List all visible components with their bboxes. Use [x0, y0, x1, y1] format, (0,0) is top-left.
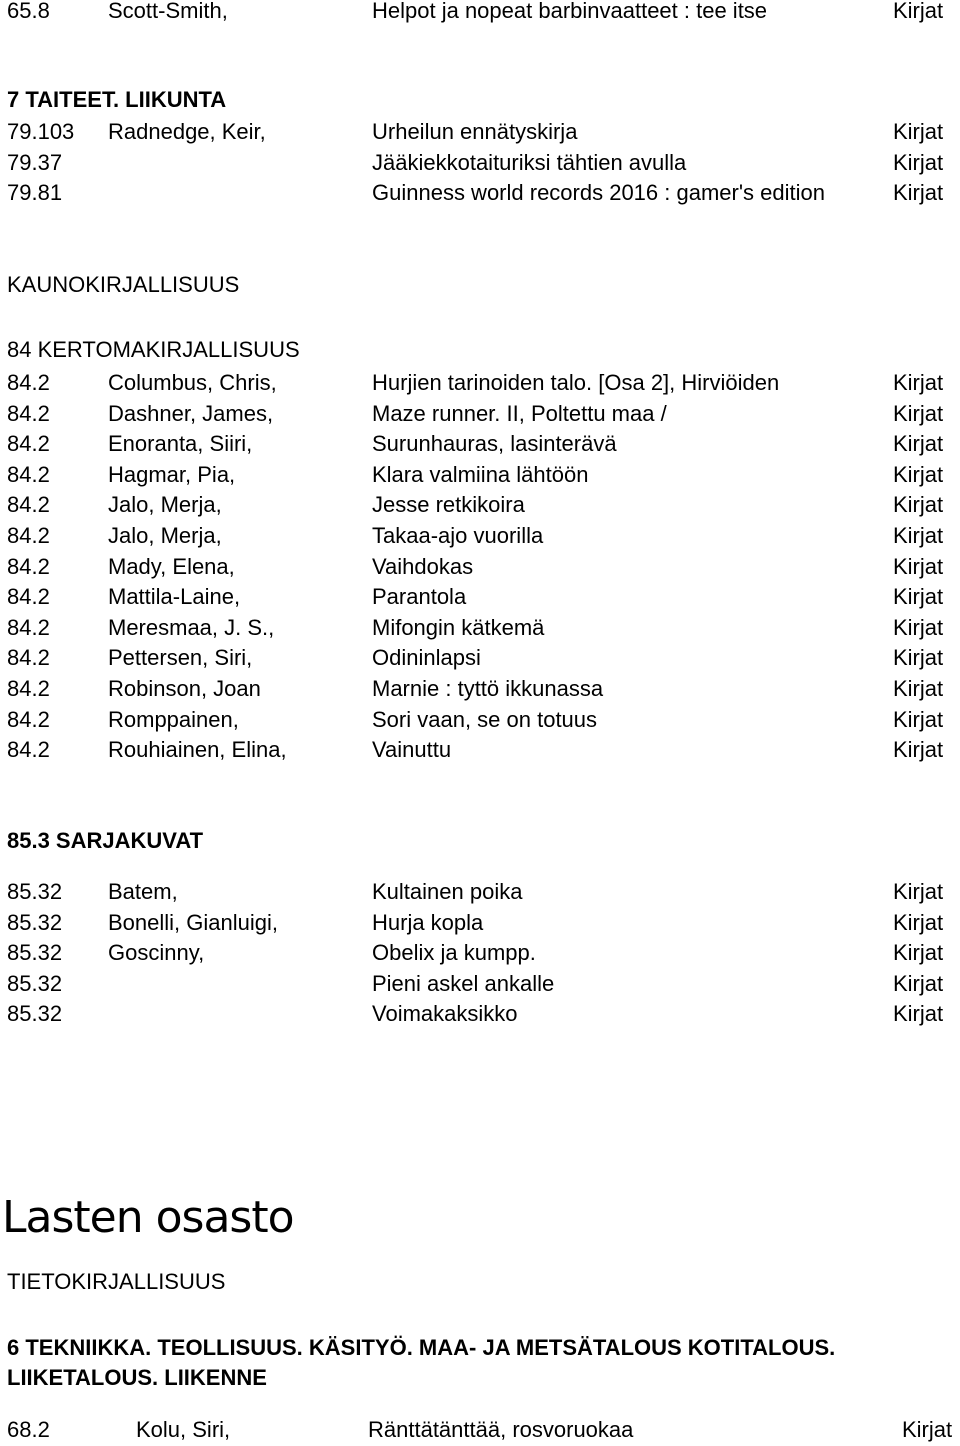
author: Scott-Smith, [108, 0, 228, 23]
title: Maze runner. II, Poltettu maa / [372, 400, 667, 426]
material-type: Kirjat [893, 676, 944, 701]
class-number: 84.2 [7, 461, 50, 487]
title: Surunhauras, lasinterävä [372, 431, 617, 457]
material-type: Kirjat [893, 553, 944, 579]
category-heading-kauno: KAUNOKIRJALLISUUS [7, 272, 240, 297]
title: Pieni askel ankalle [372, 970, 555, 996]
list-item [0, 582, 960, 612]
author: Jalo, Merja, [108, 523, 222, 548]
material-type: Kirjat [893, 431, 944, 457]
list-item [0, 117, 960, 147]
material-type: Kirjat [893, 461, 944, 487]
material-type: Kirjat [893, 492, 944, 518]
class-number: 79.103 [7, 119, 75, 144]
title: Voimakaksikko [372, 1001, 518, 1026]
material-type: Kirjat [893, 737, 944, 763]
title: Hurja kopla [372, 909, 484, 935]
author: Hagmar, Pia, [108, 461, 236, 487]
material-type: Kirjat [893, 180, 944, 205]
list-item [0, 643, 960, 673]
title: Urheilun ennätyskirja [372, 119, 578, 144]
title: Hurjien tarinoiden talo. [Osa 2], Hirviöiden [372, 370, 780, 395]
material-type: Kirjat [893, 0, 944, 23]
author: Mattila-Laine, [108, 584, 241, 610]
title: Vainuttu [372, 737, 452, 763]
title: Obelix ja kumpp. [372, 940, 536, 965]
author: Robinson, Joan [108, 676, 261, 701]
category-heading-tieto: TIETOKIRJALLISUUS [7, 1269, 226, 1294]
section-heading-7: 7 TAITEET. LIIKUNTA [7, 87, 227, 112]
material-type: Kirjat [893, 706, 944, 732]
material-type: Kirjat [893, 614, 944, 640]
author: Dashner, James, [108, 400, 274, 426]
author: Rouhiainen, Elina, [108, 737, 287, 763]
class-number: 84.2 [7, 584, 50, 610]
material-type: Kirjat [893, 879, 944, 904]
material-type: Kirjat [893, 909, 944, 935]
class-number: 85.32 [7, 879, 63, 904]
class-number: 85.32 [7, 909, 63, 935]
list-item [0, 999, 960, 1029]
title: Vaihdokas [372, 553, 474, 579]
class-number: 85.32 [7, 940, 63, 965]
list-item [0, 969, 960, 999]
class-number: 84.2 [7, 370, 50, 395]
list-item [0, 148, 960, 178]
list-item [0, 460, 960, 490]
title: Marnie : tyttö ikkunassa [372, 676, 604, 701]
section-heading-6-line2: LIIKETALOUS. LIIKENNE [7, 1365, 267, 1390]
class-number: 84.2 [7, 706, 50, 732]
class-number: 85.32 [7, 970, 63, 996]
author: Kolu, Siri, [136, 1417, 231, 1442]
list-item [0, 552, 960, 582]
class-number: 84.2 [7, 492, 50, 518]
title: Jesse retkikoira [372, 492, 525, 518]
class-number: 68.2 [7, 1417, 50, 1442]
title: Mifongin kätkemä [372, 614, 545, 640]
department-title: Lasten osasto [2, 1192, 294, 1243]
section-heading-84: 84 KERTOMAKIRJALLISUUS [7, 337, 300, 362]
author: Pettersen, Siri, [108, 645, 253, 671]
class-number: 65.8 [7, 0, 50, 23]
section-heading-85: 85.3 SARJAKUVAT [7, 828, 204, 853]
class-number: 84.2 [7, 645, 50, 671]
material-type: Kirjat [893, 970, 944, 996]
title: Guinness world records 2016 : gamer's edition [372, 180, 825, 205]
material-type: Kirjat [902, 1417, 953, 1442]
list-item [0, 908, 960, 938]
author: Goscinny, [108, 940, 205, 965]
list-item [0, 429, 960, 459]
author: Columbus, Chris, [108, 370, 277, 395]
list-item [0, 368, 960, 398]
list-item [0, 674, 960, 704]
class-number: 84.2 [7, 553, 50, 579]
author: Jalo, Merja, [108, 492, 222, 518]
list-item [0, 1415, 960, 1445]
material-type: Kirjat [893, 584, 944, 610]
material-type: Kirjat [893, 645, 944, 671]
class-number: 84.2 [7, 431, 50, 457]
class-number: 79.81 [7, 180, 63, 205]
list-item [0, 705, 960, 735]
list-item [0, 877, 960, 907]
class-number: 79.37 [7, 149, 63, 175]
class-number: 84.2 [7, 523, 50, 548]
list-item [0, 399, 960, 429]
material-type: Kirjat [893, 370, 944, 395]
list-item [0, 613, 960, 643]
section-heading-6-line1: 6 TEKNIIKKA. TEOLLISUUS. KÄSITYÖ. MAA- JA METSÄTALOUS KOTITALOUS. [7, 1335, 836, 1360]
list-item [0, 521, 960, 551]
title: Jääkiekkotaituriksi tähtien avulla [372, 149, 687, 175]
material-type: Kirjat [893, 1001, 944, 1026]
material-type: Kirjat [893, 940, 944, 965]
list-item [0, 490, 960, 520]
author: Meresmaa, J. S., [108, 614, 275, 640]
list-item [0, 938, 960, 968]
author: Romppainen, [108, 706, 239, 732]
class-number: 84.2 [7, 737, 50, 763]
title: Kultainen poika [372, 879, 523, 904]
class-number: 84.2 [7, 614, 50, 640]
author: Mady, Elena, [108, 553, 235, 579]
title: Parantola [372, 584, 467, 610]
title: Sori vaan, se on totuus [372, 706, 598, 732]
title: Klara valmiina lähtöön [372, 461, 589, 487]
list-item [0, 178, 960, 208]
material-type: Kirjat [893, 523, 944, 548]
material-type: Kirjat [893, 149, 944, 175]
author: Bonelli, Gianluigi, [108, 909, 278, 935]
class-number: 84.2 [7, 676, 50, 701]
title: Helpot ja nopeat barbinvaatteet : tee itse [372, 0, 768, 23]
title: Odininlapsi [372, 645, 481, 671]
list-item [0, 735, 960, 765]
author: Enoranta, Siiri, [108, 431, 253, 457]
material-type: Kirjat [893, 119, 944, 144]
author: Radnedge, Keir, [108, 119, 266, 144]
title: Ränttätänttää, rosvoruokaa [368, 1417, 634, 1442]
author: Batem, [108, 879, 178, 904]
list-item [0, 0, 960, 26]
title: Takaa-ajo vuorilla [372, 523, 544, 548]
material-type: Kirjat [893, 400, 944, 426]
class-number: 85.32 [7, 1001, 63, 1026]
class-number: 84.2 [7, 400, 50, 426]
